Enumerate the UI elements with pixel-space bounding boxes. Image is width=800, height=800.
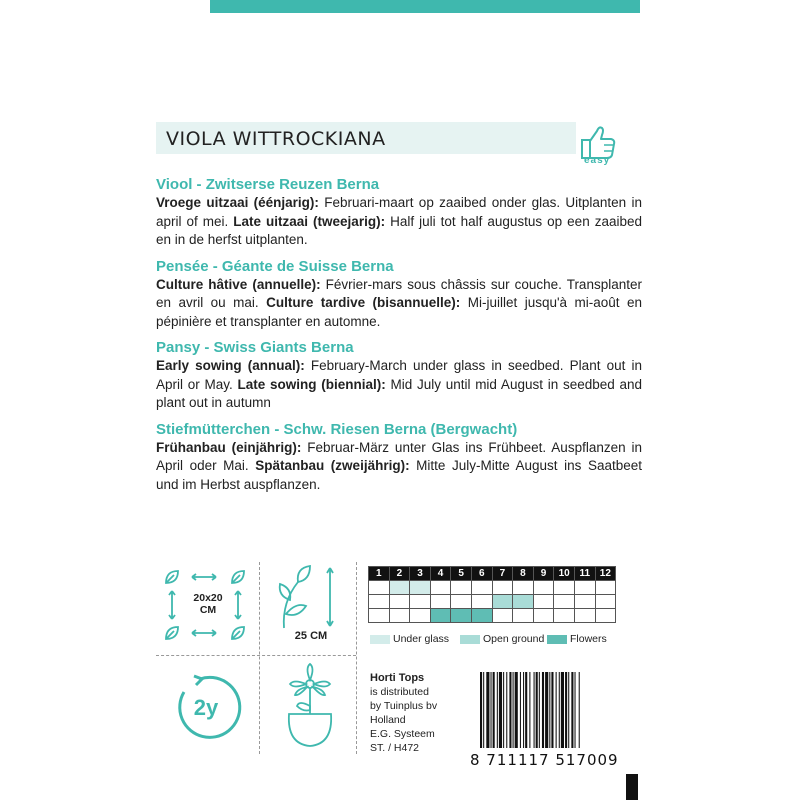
section-fr: [156, 258, 642, 332]
barcode-bar: [539, 672, 540, 748]
species-banner: [156, 122, 576, 154]
legend-open-ground: Open ground: [460, 633, 544, 645]
barcode-bar: [493, 672, 495, 748]
barcode-bar: [579, 672, 580, 748]
barcode-bar: [529, 672, 530, 748]
calendar-cell: [533, 595, 554, 609]
barcode-bar: [565, 672, 567, 748]
barcode-bar: [542, 672, 544, 748]
barcode-bar: [525, 672, 527, 748]
calendar-cell: [595, 595, 616, 609]
calendar-cell: [430, 609, 451, 623]
barcode-bar: [509, 672, 511, 748]
barcode-bar: [491, 672, 492, 748]
calendar-cell: [369, 609, 390, 623]
section-de: [156, 421, 642, 495]
section-text: Early sowing (annual): February-March under glass in seedbed. Plant out in April or May. Late sowing (biennial): Mid July until mid August in seedbed and plant out in autumn: [156, 358, 643, 410]
calendar-cell: [471, 595, 492, 609]
month-9: 9: [533, 567, 554, 581]
calendar-cell: [574, 595, 595, 609]
barcode-bar: [503, 672, 504, 748]
barcode-number: 8 711117 517009: [470, 751, 619, 769]
calendar-cell: [410, 595, 431, 609]
month-11: 11: [574, 567, 595, 581]
barcode-bar: [534, 672, 535, 748]
calendar-cell: [430, 595, 451, 609]
calendar-cell: [451, 595, 472, 609]
month-3: 3: [410, 567, 431, 581]
barcode-bar: [513, 672, 514, 748]
section-text: Frühanbau (einjährig): Februar-März unter Glas ins Frühbeet. Auspflanzen in April oder Mai. Spätanbau (zweijährig): Mitte July-Mitte August ins Saatbeet und im Herbst auspflanzen.: [156, 439, 643, 492]
calendar-cell: [574, 609, 595, 623]
barcode-bar: [486, 672, 489, 748]
calendar-cell: [554, 609, 575, 623]
section-nl: [156, 176, 642, 250]
barcode-bar: [497, 672, 498, 748]
barcode-bar: [520, 672, 521, 748]
barcode-bar: [549, 672, 550, 748]
section-title: Stiefmütterchen - Schw. Riesen Berna (Bergwacht): [156, 420, 518, 438]
legend-under-glass: Under glass: [370, 633, 449, 645]
barcode-bar: [515, 672, 518, 748]
divider: [259, 562, 260, 754]
section-en: [156, 339, 642, 413]
calendar-cell: [574, 581, 595, 595]
calendar-cell: [513, 609, 534, 623]
calendar-cell: [389, 609, 410, 623]
calendar-cell: [471, 609, 492, 623]
calendar-cell: [492, 595, 513, 609]
calendar-cell: [369, 595, 390, 609]
plant-height-icon: [272, 562, 348, 632]
barcode-bar: [551, 672, 553, 748]
month-10: 10: [554, 567, 575, 581]
calendar-row: [369, 595, 616, 609]
difficulty-label: easy: [584, 155, 611, 166]
calendar-cell: [513, 595, 534, 609]
calendar-cell: [451, 581, 472, 595]
calendar-cell: [410, 609, 431, 623]
spacing-label: 20x20 CM: [193, 592, 223, 616]
divider: [356, 562, 357, 754]
barcode-bar: [506, 672, 507, 748]
month-2: 2: [389, 567, 410, 581]
calendar-cell: [533, 609, 554, 623]
brand-name: Horti Tops: [370, 672, 425, 684]
calendar-cell: [554, 595, 575, 609]
calendar-cell: [451, 609, 472, 623]
month-1: 1: [369, 567, 390, 581]
height-label: 25 CM: [294, 630, 328, 642]
calendar-cell: [471, 581, 492, 595]
lifecycle-label: 2y: [193, 695, 219, 720]
potted-flower-icon: [277, 662, 343, 750]
barcode-bar: [568, 672, 569, 748]
barcode-bar: [575, 672, 576, 748]
month-8: 8: [513, 567, 534, 581]
barcode-bar: [483, 672, 484, 748]
calendar-cell: [492, 609, 513, 623]
top-accent-bar: [210, 0, 640, 13]
calendar-cell: [533, 581, 554, 595]
barcode-bar: [545, 672, 548, 748]
month-7: 7: [492, 567, 513, 581]
calendar-cell: [430, 581, 451, 595]
month-12: 12: [595, 567, 616, 581]
calendar-row: [369, 609, 616, 623]
legend-flowers: Flowers: [547, 633, 607, 645]
month-4: 4: [430, 567, 451, 581]
barcode-bar: [559, 672, 560, 748]
barcode-bar: [523, 672, 524, 748]
section-title: Pansy - Swiss Giants Berna: [156, 339, 354, 356]
calendar-cell: [389, 595, 410, 609]
corner-mark: [626, 774, 638, 800]
section-text: Vroege uitzaai (éénjarig): Februari-maart op zaaibed onder glas. Uitplanten in april of mei. Late uitzaai (tweejarig): Half juli tot half augustus op een zaaibed en in de herfst uitplanten.: [156, 195, 642, 247]
calendar-row: [369, 581, 616, 595]
calendar-cell: [595, 581, 616, 595]
calendar-cell: [492, 581, 513, 595]
calendar-cell: [513, 581, 534, 595]
barcode-bar: [499, 672, 502, 748]
section-title: Pensée - Géante de Suisse Berna: [156, 257, 394, 275]
calendar-cell: [410, 581, 431, 595]
section-title: Viool - Zwitserse Reuzen Berna: [156, 176, 380, 193]
distributor-info: Horti Tops is distributed by Tuinplus bv Holland E.G. Systeem ST. / H472: [370, 672, 438, 754]
sowing-calendar: [368, 566, 616, 623]
barcode-bar: [480, 672, 482, 748]
month-6: 6: [471, 567, 492, 581]
barcode-bar: [556, 672, 557, 748]
species-name: VIOLA WITTROCKIANA: [166, 128, 386, 150]
barcode-bar: [561, 672, 564, 748]
month-5: 5: [451, 567, 472, 581]
section-text: Culture hâtive (annuelle): Février-mars sous châssis sur couche. Transplanter en avril ou mai. Culture tardive (bisannuelle): Mi-juillet jusqu'à mi-août en pépinière et transplanter en automne.: [156, 276, 643, 329]
calendar-cell: [554, 581, 575, 595]
barcode-bar: [536, 672, 538, 748]
divider: [156, 655, 356, 656]
calendar-cell: [389, 581, 410, 595]
barcode: [478, 672, 628, 752]
barcode-bar: [571, 672, 573, 748]
calendar-cell: [369, 581, 390, 595]
calendar-cell: [595, 609, 616, 623]
instructions: [156, 176, 642, 502]
